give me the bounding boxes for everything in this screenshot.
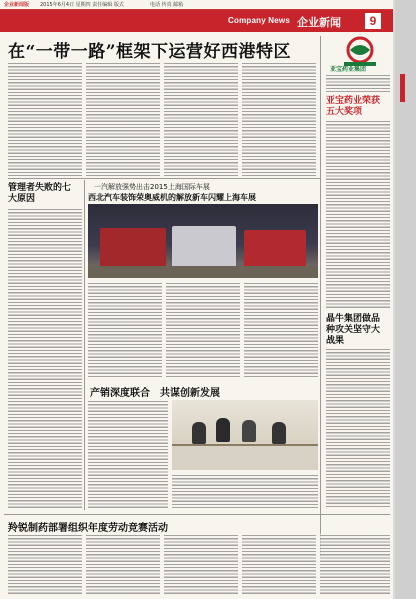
center-title: 西北汽车装饰荣奥威机的解放新车闪耀上海车展 bbox=[88, 193, 256, 202]
mid-column-text bbox=[88, 400, 168, 510]
mid-heading: 产销深度联合 共谋创新发展 bbox=[90, 388, 220, 399]
logo-text: 亚宝药业集团 bbox=[330, 66, 367, 73]
lead-column-2 bbox=[86, 62, 160, 176]
section-divider bbox=[8, 178, 320, 179]
side-headline-3: 晶牛集团做品种攻关坚守大战果 bbox=[326, 314, 381, 346]
section-chinese: 企业新闻 bbox=[297, 16, 341, 29]
lead-column-3 bbox=[164, 62, 238, 176]
center-column-1 bbox=[88, 282, 162, 378]
section-banner bbox=[0, 10, 393, 32]
masthead-left: 企业新闻版 bbox=[4, 2, 30, 8]
masthead-right: 电话 传真 邮箱 bbox=[150, 2, 184, 8]
bottom-column-4 bbox=[242, 534, 316, 594]
bottom-column-1 bbox=[8, 534, 82, 594]
section-english: Company News bbox=[228, 16, 290, 25]
auto-show-photo bbox=[88, 204, 318, 278]
side-headline-2: 亚宝药业荣获五大奖项 bbox=[326, 96, 381, 117]
left-column-text bbox=[8, 208, 82, 508]
mid-right-text bbox=[172, 474, 318, 510]
main-headline: 在“一带一路”框架下运营好西港特区 bbox=[8, 42, 292, 62]
right-column-text-2 bbox=[326, 348, 390, 508]
right-intro-text bbox=[326, 74, 390, 94]
right-column-text-1 bbox=[326, 120, 390, 310]
left-divider bbox=[84, 180, 85, 510]
lead-column-4 bbox=[242, 62, 316, 176]
bottom-column-3 bbox=[164, 534, 238, 594]
side-headline-1: 管理者失败的七大原因 bbox=[8, 183, 72, 204]
column-divider bbox=[320, 36, 321, 556]
lead-column-1 bbox=[8, 62, 82, 176]
meeting-photo bbox=[172, 400, 318, 470]
scrollbar-thumb[interactable] bbox=[400, 74, 405, 102]
bottom-column-5 bbox=[320, 534, 390, 594]
masthead-middle: 2015年6月4日 星期四 责任编辑 版式 bbox=[40, 2, 124, 8]
center-kicker: 一汽解放强势出击2015上海国际车展 bbox=[94, 183, 210, 191]
scrollbar-track[interactable] bbox=[395, 0, 416, 599]
page-number: 9 bbox=[365, 13, 381, 29]
bottom-column-2 bbox=[86, 534, 160, 594]
masthead bbox=[0, 0, 393, 10]
center-column-3 bbox=[244, 282, 318, 378]
bottom-headline: 羚锐制药部署组织年度劳动竞赛活动 bbox=[8, 523, 168, 534]
center-column-2 bbox=[166, 282, 240, 378]
bottom-divider bbox=[4, 514, 390, 515]
